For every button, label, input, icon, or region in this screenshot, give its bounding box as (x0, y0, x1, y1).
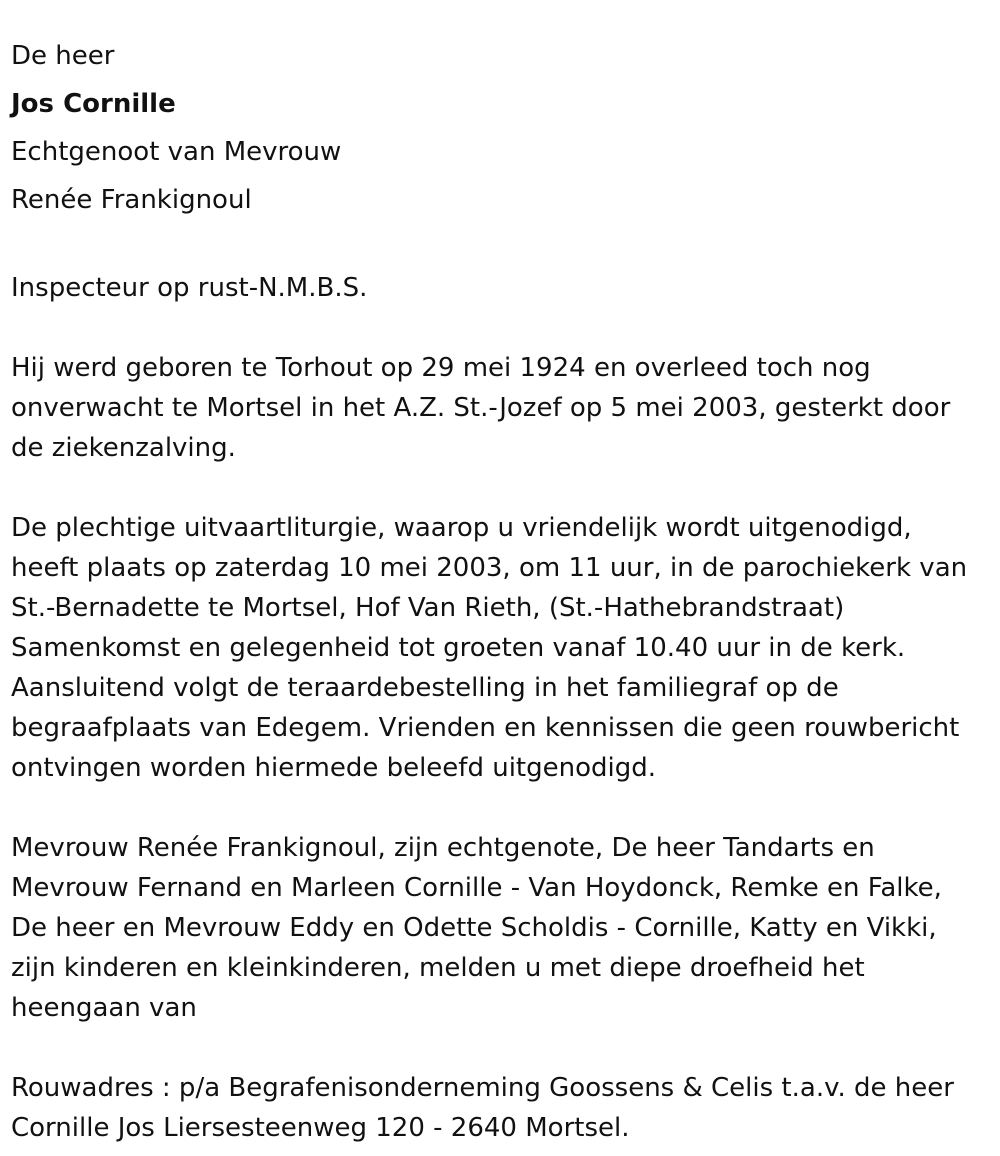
deceased-name: Jos Cornille (11, 89, 176, 119)
spouse-line-2: Renée Frankignoul (11, 185, 252, 215)
family-paragraph: Mevrouw Renée Frankignoul, zijn echtgenote, De heer Tandarts en Mevrouw Fernand en Marleen Cornille - Van Hoydonck, Remke en Falke, De heer en Mevrouw Eddy en Odette Scholdis - Cornille, Katty en Vikki, zijn kinderen en kleinkinderen, melden u met diepe droefheid het heengaan van (11, 833, 942, 1023)
funeral-paragraph: De plechtige uitvaartliturgie, waarop u vriendelijk wordt uitgenodigd, heeft plaats op zaterdag 10 mei 2003, om 11 uur, in de parochiekerk van St.-Bernadette te Mortsel, Hof Van Rieth, (St.-Hathebrandstraat) Samenkomst en gelegenheid tot groeten vanaf 10.40 uur in de kerk. Aansluitend volgt de teraardebestelling in het familiegraf op de begraafplaats van Edegem. Vrienden en kennissen die geen rouwbericht ontvingen worden hiermede beleefd uitgenodigd. (11, 513, 968, 783)
address-paragraph: Rouwadres : p/a Begrafenisonderneming Goossens & Celis t.a.v. de heer Cornille Jos Liersesteenweg 120 - 2640 Mortsel. (11, 1073, 954, 1143)
spacer (11, 468, 980, 508)
spacer (11, 308, 980, 348)
spacer (11, 788, 980, 828)
occupation: Inspecteur op rust-N.M.B.S. (11, 273, 368, 303)
spouse-line-1: Echtgenoot van Mevrouw (11, 137, 342, 167)
spacer (11, 1028, 980, 1068)
birth-death-paragraph: Hij werd geboren te Torhout op 29 mei 1924 en overleed toch nog onverwacht te Mortsel in het A.Z. St.-Jozef op 5 mei 2003, gesterkt door de ziekenzalving. (11, 353, 951, 463)
title-prefix: De heer (11, 41, 115, 71)
spacer (11, 228, 980, 268)
